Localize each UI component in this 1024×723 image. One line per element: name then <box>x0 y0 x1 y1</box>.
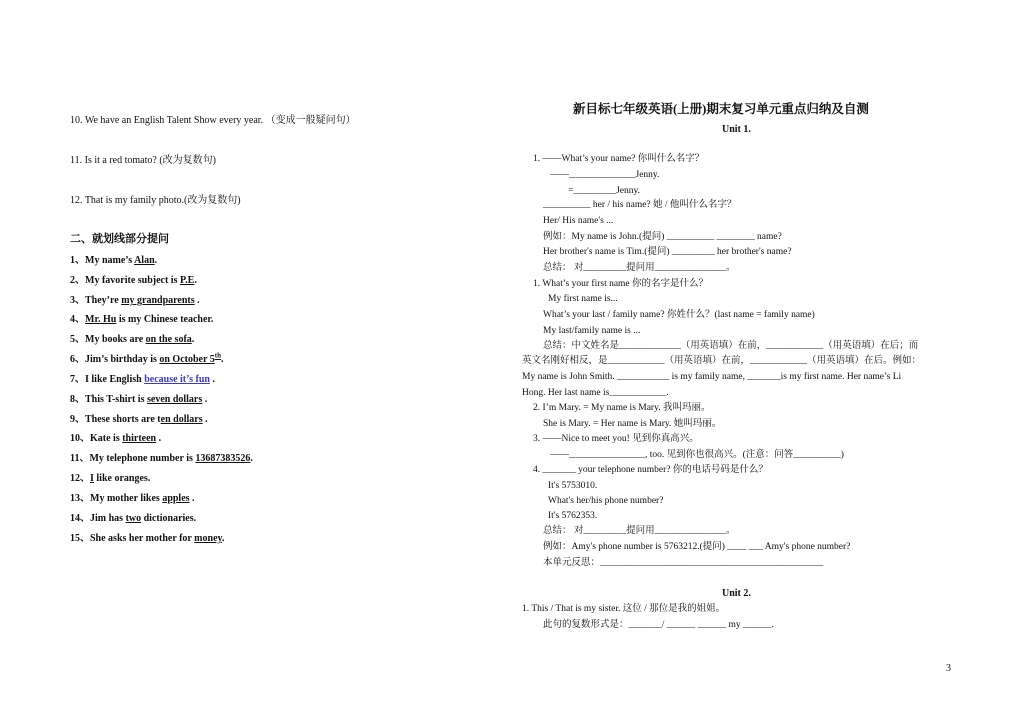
underlined-answer: seven dollars <box>146 394 203 405</box>
item-text: 14、Jim has <box>70 513 126 524</box>
underlined-answer: thirteen <box>122 433 157 444</box>
exercise-item <box>70 255 157 267</box>
item-text: 12、 <box>70 473 90 484</box>
content-line: 1. What’s your first name 你的名字是什么？ <box>533 279 709 289</box>
item-text: 6、Jim’s birthday is <box>70 354 160 365</box>
exercise-item <box>70 351 224 366</box>
item-text: . <box>209 374 215 385</box>
underlined-answer: 13687383526 <box>195 453 251 464</box>
exercise-item <box>70 453 253 465</box>
content-line: 总结：中文姓名是_____________（用英语填）在前，____________（用英语填）在后；而 <box>543 341 919 351</box>
content-line: ――________________, too. 见到你也很高兴。(注意：问答__________) <box>550 450 844 460</box>
item-text: . <box>194 295 200 306</box>
item-text: 10、Kate is <box>70 433 123 444</box>
exercise-item <box>70 314 213 326</box>
item-text: . <box>202 414 208 425</box>
item-text: . <box>221 533 225 544</box>
item-text: 11、My telephone number is <box>70 453 196 464</box>
content-line: What's her/his phone number? <box>548 496 664 506</box>
content-line: My first name is... <box>548 294 618 304</box>
exercise-item <box>70 473 150 485</box>
item-text: 7、I like English <box>70 374 145 385</box>
item-text: . <box>156 433 162 444</box>
item-text: like oranges. <box>93 473 151 484</box>
content-line: 4. _______ your telephone number? 你的电话号码是什么？ <box>533 465 768 475</box>
content-line: 总结： 对_________提问用_______________。 <box>543 263 736 273</box>
item-text: 2、My favorite subject is <box>70 275 180 286</box>
ordinal-suffix: th <box>214 351 221 360</box>
question-11: 11. Is it a red tomato? (改为复数句) <box>70 155 216 166</box>
content-line: Hong. Her last name is____________. <box>522 388 669 398</box>
unit-2-heading: Unit 2. <box>722 588 751 599</box>
underlined-answer: my grandparents <box>121 295 195 306</box>
item-text: is my Chinese teacher. <box>116 314 214 325</box>
underlined-answer: Mr. Hu <box>85 314 117 325</box>
exercise-item <box>70 374 215 386</box>
exercise-item <box>70 533 224 545</box>
underlined-answer: because it’s fun <box>144 374 210 385</box>
exercise-item <box>70 414 208 426</box>
item-text: 1、My name’s <box>70 255 135 266</box>
underlined-answer: P.E <box>179 275 195 286</box>
item-text: dictionaries. <box>141 513 197 524</box>
content-line: Her/ His name's ... <box>543 216 614 226</box>
item-text: . <box>154 255 158 266</box>
document-title: 新目标七年级英语(上册)期末复习单元重点归纳及自测 <box>573 102 869 116</box>
underlined-answer: on October 5 <box>159 354 215 365</box>
content-line: =_________Jenny. <box>568 186 641 196</box>
content-line: 总结： 对_________提问用_______________。 <box>543 526 736 536</box>
content-line: ――______________Jenny. <box>550 170 660 180</box>
exercise-item <box>70 334 194 346</box>
unit-1-heading: Unit 1. <box>722 124 751 135</box>
content-line: It's 5762353. <box>548 511 598 521</box>
item-text: 4、 <box>70 314 85 325</box>
content-line: __________ her / his name? 她 / 他叫什么名字？ <box>543 200 737 210</box>
exercise-item <box>70 513 196 525</box>
content-line: 例如：Amy's phone number is 5763212.(提问) ____ ___ Amy's phone number? <box>543 542 851 552</box>
underlined-answer: Alan <box>134 255 155 266</box>
section-title: 二、就划线部分提问 <box>70 233 169 245</box>
content-line: 本单元反思：_______________________________________________ <box>543 558 824 568</box>
underlined-answer: two <box>125 513 142 524</box>
exercise-item <box>70 295 200 307</box>
item-text: . <box>191 334 195 345</box>
content-line: 2. I’m Mary. = My name is Mary. 我叫玛丽。 <box>533 403 711 413</box>
item-text: 3、They’re <box>70 295 122 306</box>
item-text: . <box>250 453 253 464</box>
exercise-item <box>70 433 161 445</box>
content-line: 1. ――What’s your name? 你叫什么名字？ <box>533 154 705 164</box>
content-line: My name is John Smith. ___________ is my family name, _______is my first name. Her name’s Li <box>522 372 902 382</box>
item-text: . <box>220 354 224 365</box>
underlined-answer: on the sofa <box>145 334 192 345</box>
item-text: . <box>194 275 197 286</box>
content-line: It's 5753010. <box>548 481 598 491</box>
exercise-item <box>70 493 195 505</box>
item-text: 13、My mother likes <box>70 493 163 504</box>
item-text: 8、This T-shirt is <box>70 394 147 405</box>
item-text: 15、She asks her mother for <box>70 533 195 544</box>
content-line: Her brother's name is Tim.(提问) _________ her brother's name? <box>543 247 792 257</box>
content-line: 3. ――Nice to meet you! 见到你真高兴。 <box>533 434 699 444</box>
page-number: 3 <box>946 663 951 674</box>
content-line: 英文名刚好相反，是____________（用英语填）在前，____________（用英语填）在后。例如： <box>522 356 922 366</box>
content-line: My last/family name is ... <box>543 326 641 336</box>
underlined-answer: en dollars <box>160 414 203 425</box>
item-text: 5、My books are <box>70 334 146 345</box>
content-line: 例如：My name is John.(提问) __________ ________ name? <box>543 232 782 242</box>
content-line: She is Mary. = Her name is Mary. 她叫玛丽。 <box>543 419 722 429</box>
underlined-answer: apples <box>162 493 190 504</box>
item-text: . <box>189 493 195 504</box>
item-text: 9、These shorts are t <box>70 414 161 425</box>
question-12: 12. That is my family photo.(改为复数句) <box>70 195 241 206</box>
underlined-answer: money <box>194 533 222 544</box>
underlined-answer: I <box>90 473 94 484</box>
exercise-item <box>70 275 197 287</box>
content-line: 1. This / That is my sister. 这位 / 那位是我的姐姐。 <box>522 604 726 614</box>
exercise-item <box>70 394 207 406</box>
content-line: What’s your last / family name? 你姓什么？(last name = family name) <box>543 310 815 320</box>
question-10: 10. We have an English Talent Show every year. （变成一般疑问句） <box>70 115 356 126</box>
content-line: 此句的复数形式是：_______/ ______ ______ my ______. <box>543 620 774 630</box>
item-text: . <box>202 394 208 405</box>
